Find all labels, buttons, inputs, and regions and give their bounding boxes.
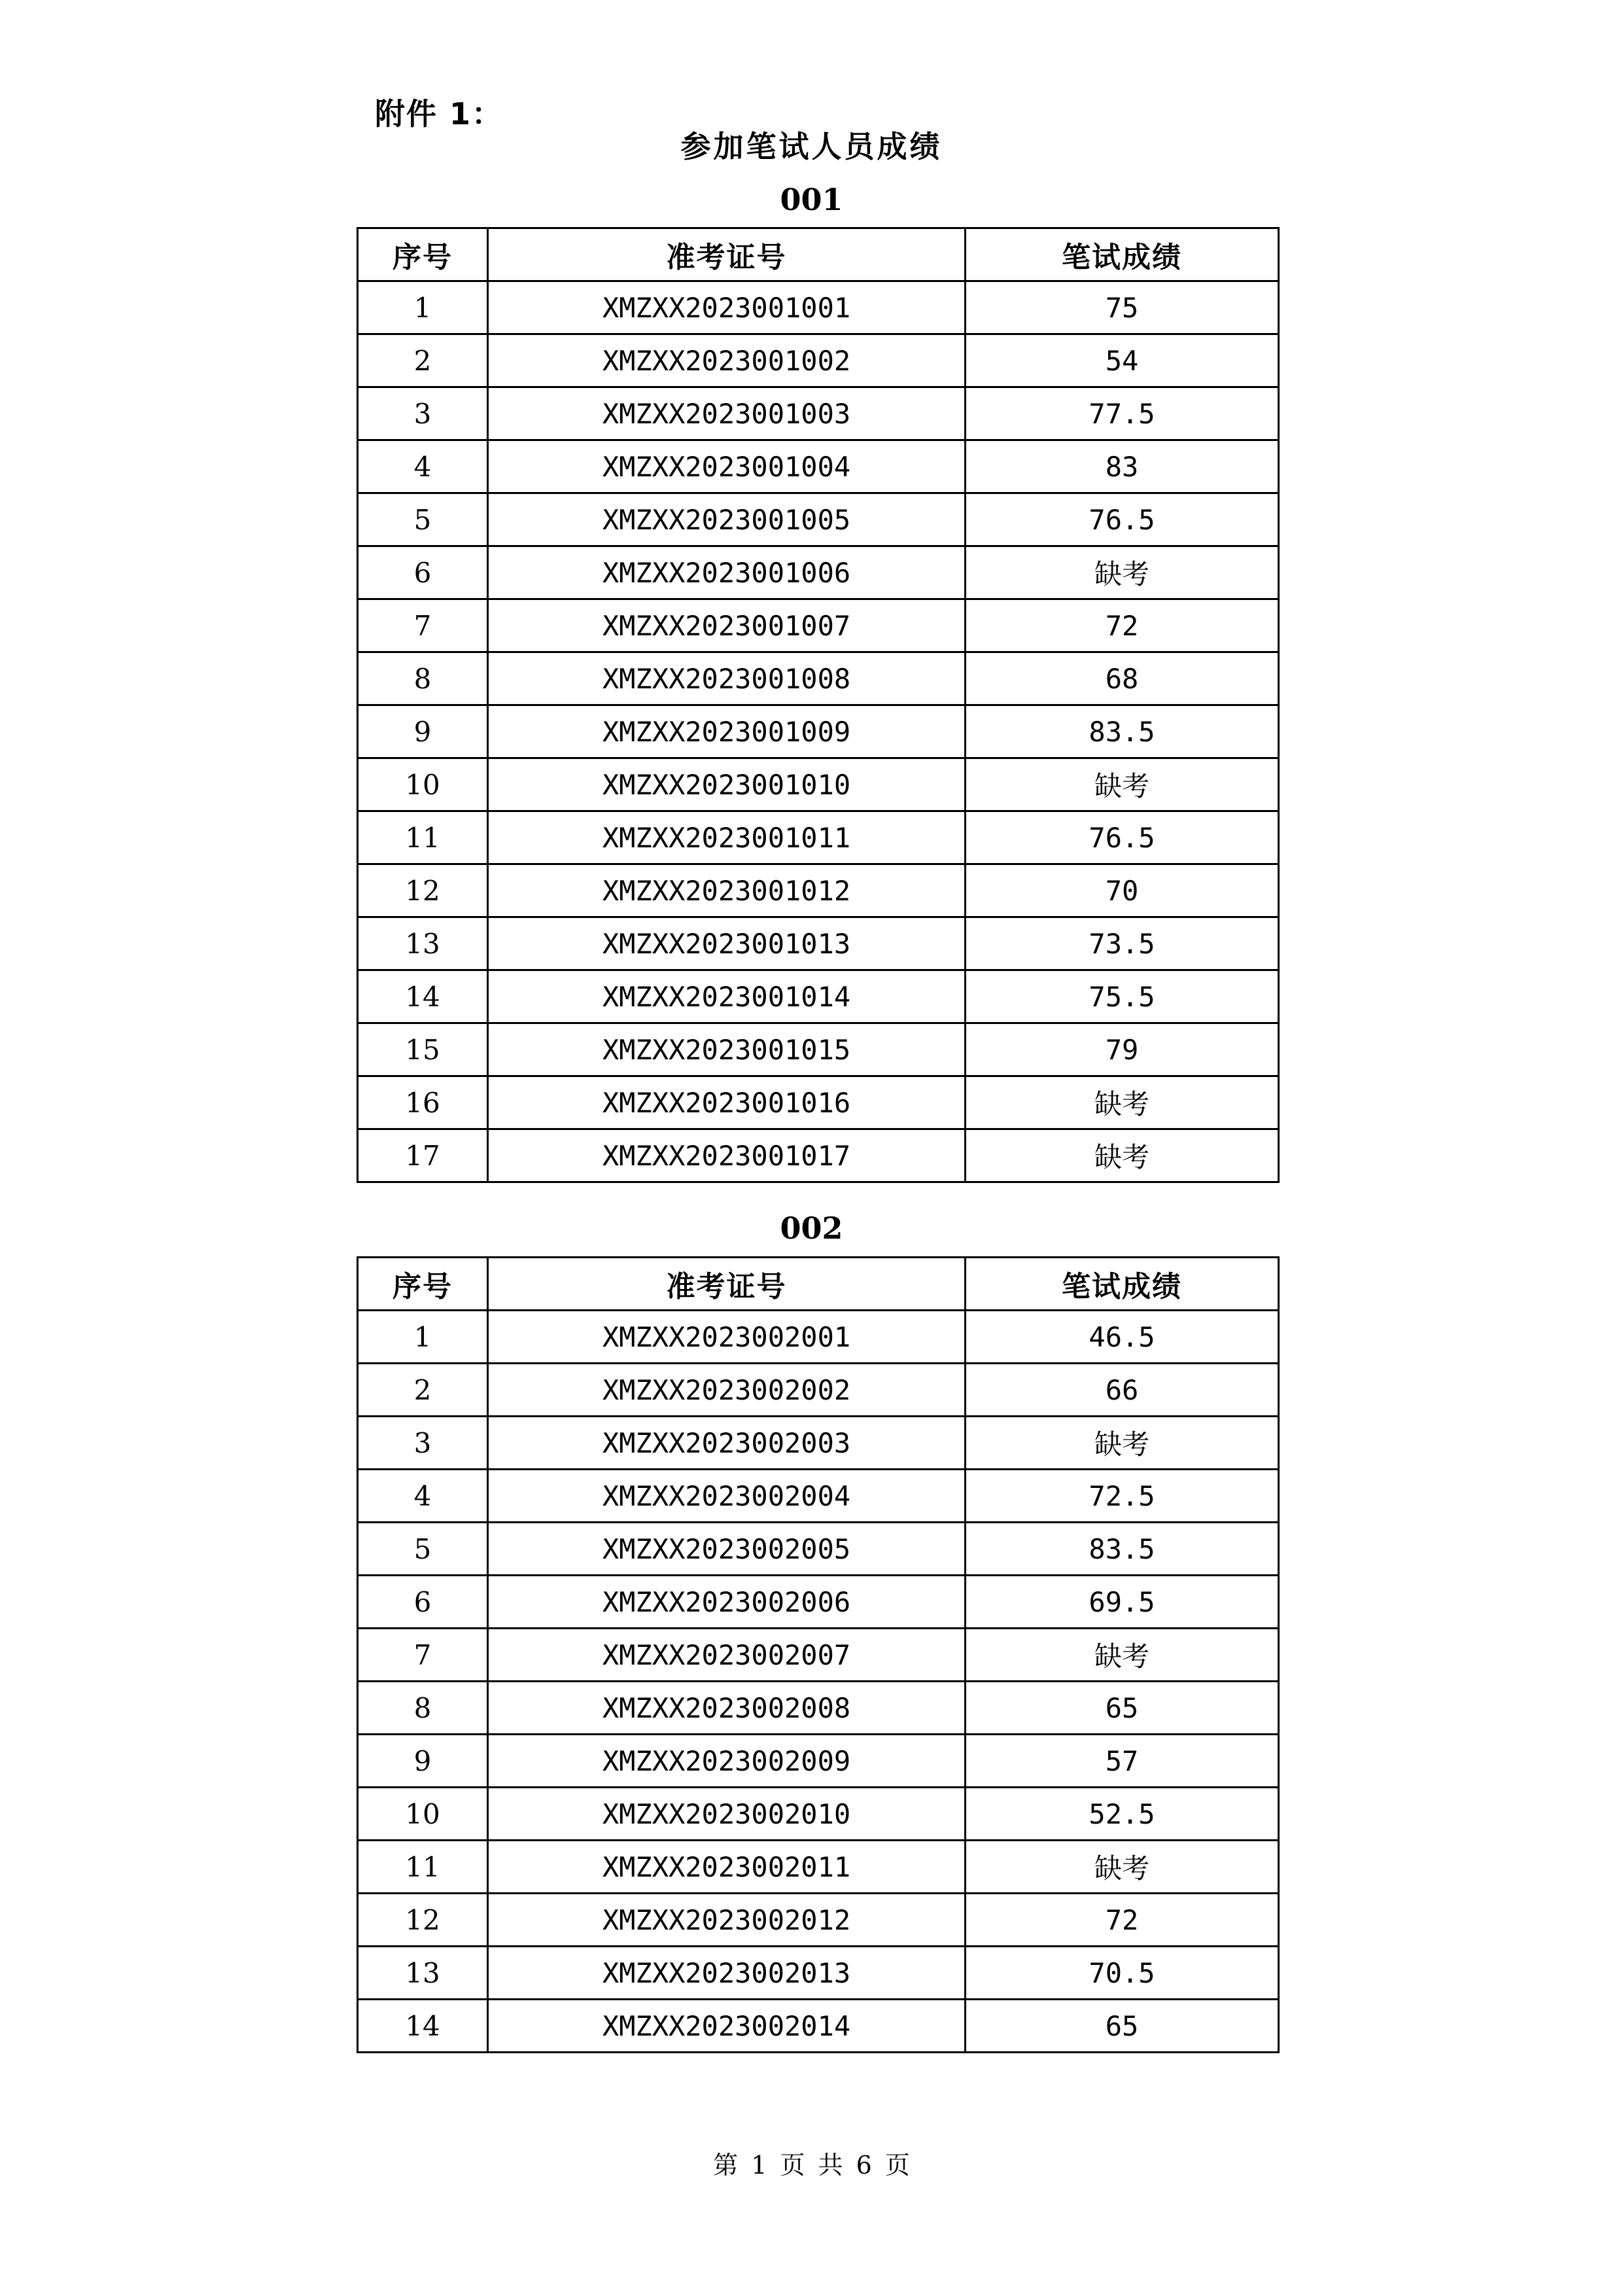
exam-id-cell: XMZXX2023001002 xyxy=(488,334,966,387)
table-row xyxy=(358,1364,1279,1417)
seq-cell: 10 xyxy=(358,758,488,811)
seq-cell: 16 xyxy=(358,1076,488,1129)
exam-id-cell: XMZXX2023001005 xyxy=(488,493,966,546)
score-cell: 83 xyxy=(966,440,1279,493)
table-row xyxy=(358,1682,1279,1735)
seq-cell: 6 xyxy=(358,546,488,599)
exam-id-cell: XMZXX2023001012 xyxy=(488,864,966,917)
exam-id-cell: XMZXX2023001004 xyxy=(488,440,966,493)
page-footer: 第 1 页 共 6 页 xyxy=(713,2151,910,2180)
exam-id-cell: XMZXX2023002014 xyxy=(488,2000,966,2053)
table-row xyxy=(358,1629,1279,1682)
exam-id-cell: XMZXX2023002003 xyxy=(488,1417,966,1470)
score-cell: 76.5 xyxy=(966,811,1279,864)
header-score: 笔试成绩 xyxy=(966,228,1279,281)
table-row xyxy=(358,1311,1279,1364)
score-cell: 65 xyxy=(966,1682,1279,1735)
table-row xyxy=(358,546,1279,599)
score-cell: 缺考 xyxy=(966,1076,1279,1129)
exam-id-cell: XMZXX2023002013 xyxy=(488,1947,966,2000)
exam-id-cell: XMZXX2023001017 xyxy=(488,1129,966,1182)
seq-cell: 11 xyxy=(358,811,488,864)
table-header-row xyxy=(358,1258,1279,1311)
score-cell: 54 xyxy=(966,334,1279,387)
table-row xyxy=(358,811,1279,864)
seq-cell: 7 xyxy=(358,599,488,652)
exam-id-cell: XMZXX2023001016 xyxy=(488,1076,966,1129)
seq-cell: 9 xyxy=(358,705,488,758)
score-cell: 缺考 xyxy=(966,1629,1279,1682)
table-row xyxy=(358,1129,1279,1182)
exam-id-cell: XMZXX2023001014 xyxy=(488,970,966,1023)
score-cell: 76.5 xyxy=(966,493,1279,546)
seq-cell: 11 xyxy=(358,1841,488,1894)
score-cell: 66 xyxy=(966,1364,1279,1417)
exam-id-cell: XMZXX2023001013 xyxy=(488,917,966,970)
score-cell: 72.5 xyxy=(966,1470,1279,1523)
seq-cell: 9 xyxy=(358,1735,488,1788)
table-row xyxy=(358,1023,1279,1076)
score-cell: 75 xyxy=(966,281,1279,334)
score-table-001 xyxy=(357,227,1280,1183)
table-row xyxy=(358,705,1279,758)
seq-cell: 3 xyxy=(358,1417,488,1470)
table-row xyxy=(358,281,1279,334)
score-cell: 46.5 xyxy=(966,1311,1279,1364)
table-row xyxy=(358,440,1279,493)
exam-id-cell: XMZXX2023002005 xyxy=(488,1523,966,1576)
score-cell: 75.5 xyxy=(966,970,1279,1023)
table-row xyxy=(358,758,1279,811)
score-cell: 缺考 xyxy=(966,1417,1279,1470)
section-label-001: 001 xyxy=(780,182,843,217)
exam-id-cell: XMZXX2023002007 xyxy=(488,1629,966,1682)
section-label-002: 002 xyxy=(780,1210,843,1246)
table-row xyxy=(358,1894,1279,1947)
score-cell: 72 xyxy=(966,1894,1279,1947)
table-row xyxy=(358,2000,1279,2053)
seq-cell: 14 xyxy=(358,2000,488,2053)
exam-id-cell: XMZXX2023001015 xyxy=(488,1023,966,1076)
score-cell: 72 xyxy=(966,599,1279,652)
seq-cell: 13 xyxy=(358,917,488,970)
exam-id-cell: XMZXX2023001007 xyxy=(488,599,966,652)
score-cell: 79 xyxy=(966,1023,1279,1076)
table-row xyxy=(358,652,1279,705)
header-score: 笔试成绩 xyxy=(966,1258,1279,1311)
exam-id-cell: XMZXX2023002001 xyxy=(488,1311,966,1364)
header-exam-id: 准考证号 xyxy=(488,1258,966,1311)
seq-cell: 4 xyxy=(358,440,488,493)
seq-cell: 6 xyxy=(358,1576,488,1629)
table-row xyxy=(358,493,1279,546)
seq-cell: 4 xyxy=(358,1470,488,1523)
exam-id-cell: XMZXX2023001008 xyxy=(488,652,966,705)
table-row xyxy=(358,1417,1279,1470)
seq-cell: 14 xyxy=(358,970,488,1023)
table-row xyxy=(358,1735,1279,1788)
seq-cell: 10 xyxy=(358,1788,488,1841)
score-table-body xyxy=(358,281,1279,1182)
exam-id-cell: XMZXX2023001006 xyxy=(488,546,966,599)
table-row xyxy=(358,864,1279,917)
score-table-002 xyxy=(357,1256,1280,2053)
seq-cell: 2 xyxy=(358,334,488,387)
score-cell: 70.5 xyxy=(966,1947,1279,2000)
exam-id-cell: XMZXX2023002011 xyxy=(488,1841,966,1894)
seq-cell: 17 xyxy=(358,1129,488,1182)
seq-cell: 12 xyxy=(358,1894,488,1947)
score-table-body xyxy=(358,1311,1279,2053)
exam-id-cell: XMZXX2023002009 xyxy=(488,1735,966,1788)
attachment-label: 附件 1： xyxy=(375,96,504,132)
seq-cell: 1 xyxy=(358,1311,488,1364)
seq-cell: 12 xyxy=(358,864,488,917)
seq-cell: 8 xyxy=(358,1682,488,1735)
exam-id-cell: XMZXX2023002006 xyxy=(488,1576,966,1629)
table-row xyxy=(358,1788,1279,1841)
seq-cell: 1 xyxy=(358,281,488,334)
score-cell: 缺考 xyxy=(966,1841,1279,1894)
header-seq: 序号 xyxy=(358,1258,488,1311)
seq-cell: 15 xyxy=(358,1023,488,1076)
score-cell: 缺考 xyxy=(966,546,1279,599)
table-header-row xyxy=(358,228,1279,281)
seq-cell: 5 xyxy=(358,493,488,546)
score-cell: 缺考 xyxy=(966,1129,1279,1182)
seq-cell: 3 xyxy=(358,387,488,440)
score-cell: 73.5 xyxy=(966,917,1279,970)
table-row xyxy=(358,1576,1279,1629)
score-cell: 57 xyxy=(966,1735,1279,1788)
exam-id-cell: XMZXX2023001011 xyxy=(488,811,966,864)
exam-id-cell: XMZXX2023002010 xyxy=(488,1788,966,1841)
exam-id-cell: XMZXX2023001001 xyxy=(488,281,966,334)
score-cell: 83.5 xyxy=(966,1523,1279,1576)
exam-id-cell: XMZXX2023002004 xyxy=(488,1470,966,1523)
exam-id-cell: XMZXX2023002008 xyxy=(488,1682,966,1735)
seq-cell: 13 xyxy=(358,1947,488,2000)
seq-cell: 7 xyxy=(358,1629,488,1682)
header-seq: 序号 xyxy=(358,228,488,281)
seq-cell: 8 xyxy=(358,652,488,705)
seq-cell: 2 xyxy=(358,1364,488,1417)
table-row xyxy=(358,1470,1279,1523)
table-row xyxy=(358,387,1279,440)
exam-id-cell: XMZXX2023001010 xyxy=(488,758,966,811)
table-row xyxy=(358,1947,1279,2000)
exam-id-cell: XMZXX2023001003 xyxy=(488,387,966,440)
score-cell: 65 xyxy=(966,2000,1279,2053)
score-cell: 83.5 xyxy=(966,705,1279,758)
table-row xyxy=(358,1076,1279,1129)
table-row xyxy=(358,599,1279,652)
header-exam-id: 准考证号 xyxy=(488,228,966,281)
score-cell: 70 xyxy=(966,864,1279,917)
exam-id-cell: XMZXX2023002012 xyxy=(488,1894,966,1947)
table-row xyxy=(358,970,1279,1023)
score-cell: 69.5 xyxy=(966,1576,1279,1629)
table-row xyxy=(358,917,1279,970)
score-cell: 68 xyxy=(966,652,1279,705)
exam-id-cell: XMZXX2023002002 xyxy=(488,1364,966,1417)
seq-cell: 5 xyxy=(358,1523,488,1576)
score-cell: 77.5 xyxy=(966,387,1279,440)
score-cell: 缺考 xyxy=(966,758,1279,811)
document-title: 参加笔试人员成绩 xyxy=(680,129,943,164)
score-cell: 52.5 xyxy=(966,1788,1279,1841)
table-row xyxy=(358,1523,1279,1576)
table-row xyxy=(358,334,1279,387)
exam-id-cell: XMZXX2023001009 xyxy=(488,705,966,758)
table-row xyxy=(358,1841,1279,1894)
